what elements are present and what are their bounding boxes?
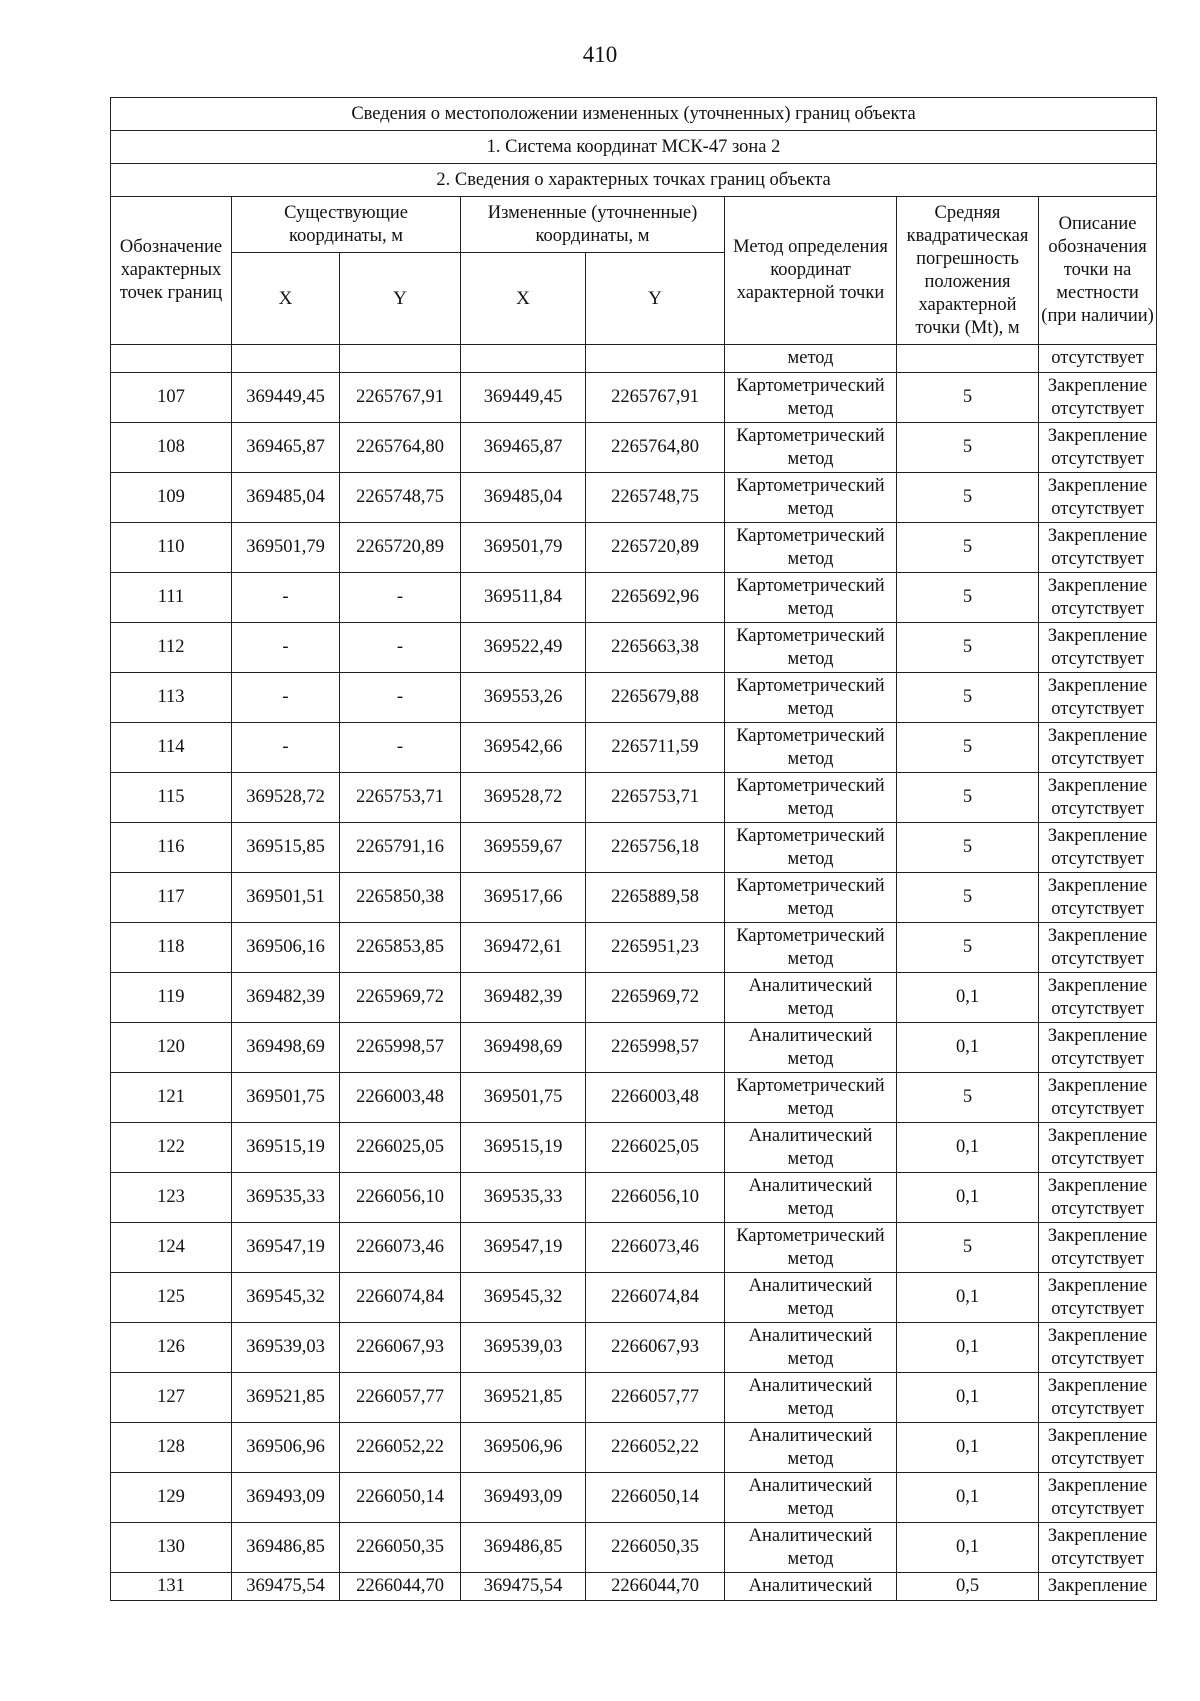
cell-method: Картометрический метод (725, 423, 897, 473)
cell-existing-x: 369482,39 (232, 973, 340, 1023)
table-row (111, 673, 1157, 723)
cell-changed-x: 369521,85 (461, 1373, 586, 1423)
cell-changed-y: 2265692,96 (586, 573, 725, 623)
cell-method: Аналитический метод (725, 1123, 897, 1173)
cell-empty (586, 345, 725, 373)
cell-error: 5 (897, 523, 1039, 573)
cell-point-id: 124 (111, 1223, 232, 1273)
cell-changed-x: 369501,75 (461, 1073, 586, 1123)
points-section-heading: 2. Сведения о характерных точках границ объекта (111, 164, 1157, 197)
cell-error: 5 (897, 573, 1039, 623)
cell-changed-y: 2265756,18 (586, 823, 725, 873)
cell-existing-y: - (340, 573, 461, 623)
cell-existing-y: - (340, 623, 461, 673)
cell-point-id: 115 (111, 773, 232, 823)
cell-existing-y: 2265753,71 (340, 773, 461, 823)
cell-description: Закрепление отсутствует (1039, 1523, 1157, 1573)
cell-point-id: 114 (111, 723, 232, 773)
cell-existing-y: - (340, 673, 461, 723)
cell-existing-x: 369501,75 (232, 1073, 340, 1123)
cell-method: Картометрический метод (725, 373, 897, 423)
cell-empty (340, 345, 461, 373)
header-existing-x: X (232, 253, 340, 345)
cell-changed-x: 369515,19 (461, 1123, 586, 1173)
cell-description: Закрепление отсутствует (1039, 423, 1157, 473)
cell-point-id: 130 (111, 1523, 232, 1573)
cell-description: Закрепление отсутствует (1039, 1323, 1157, 1373)
cell-existing-y: 2266074,84 (340, 1273, 461, 1323)
table-row (111, 473, 1157, 523)
table-row (111, 423, 1157, 473)
cell-changed-y: 2265998,57 (586, 1023, 725, 1073)
cell-empty (461, 345, 586, 373)
cell-changed-x: 369559,67 (461, 823, 586, 873)
cell-changed-y: 2266052,22 (586, 1423, 725, 1473)
cell-point-id: 118 (111, 923, 232, 973)
cell-changed-x: 369522,49 (461, 623, 586, 673)
cell-description: Закрепление отсутствует (1039, 523, 1157, 573)
boundary-points-table (110, 97, 1157, 1601)
cell-method: Картометрический метод (725, 823, 897, 873)
cell-error: 5 (897, 923, 1039, 973)
cell-error: 5 (897, 373, 1039, 423)
cell-existing-x: 369501,51 (232, 873, 340, 923)
continuation-row (111, 345, 1157, 373)
cell-changed-x: 369535,33 (461, 1173, 586, 1223)
cell-changed-x: 369482,39 (461, 973, 586, 1023)
cell-existing-y: 2265853,85 (340, 923, 461, 973)
cell-error: 0,1 (897, 1323, 1039, 1373)
cell-existing-x: 369475,54 (232, 1573, 340, 1601)
cell-description: Закрепление отсутствует (1039, 473, 1157, 523)
cell-point-id: 116 (111, 823, 232, 873)
cell-changed-y: 2266067,93 (586, 1323, 725, 1373)
cell-existing-y: 2265748,75 (340, 473, 461, 523)
cell-changed-y: 2266074,84 (586, 1273, 725, 1323)
table-row (111, 573, 1157, 623)
table-row (111, 1323, 1157, 1373)
cell-method: Картометрический метод (725, 623, 897, 673)
cell-existing-y: 2265850,38 (340, 873, 461, 923)
header-changed-x: X (461, 253, 586, 345)
cell-changed-x: 369506,96 (461, 1423, 586, 1473)
header-method: Метод определения координат характерной точки (725, 197, 897, 345)
cell-description: Закрепление отсутствует (1039, 1273, 1157, 1323)
page-number: 410 (582, 42, 618, 67)
table-row (111, 1373, 1157, 1423)
cell-error: 0,1 (897, 1123, 1039, 1173)
cell-existing-y: 2266056,10 (340, 1173, 461, 1223)
cell-existing-y: 2266067,93 (340, 1323, 461, 1373)
cell-existing-y: 2265969,72 (340, 973, 461, 1023)
cell-description: Закрепление отсутствует (1039, 1423, 1157, 1473)
cell-changed-y: 2265679,88 (586, 673, 725, 723)
cell-empty (111, 345, 232, 373)
cell-method: метод (725, 345, 897, 373)
cell-existing-y: 2266050,14 (340, 1473, 461, 1523)
table-row (111, 873, 1157, 923)
cell-point-id: 121 (111, 1073, 232, 1123)
cell-method: Аналитический метод (725, 1373, 897, 1423)
cell-description: Закрепление отсутствует (1039, 1373, 1157, 1423)
cell-method: Картометрический метод (725, 1073, 897, 1123)
cell-point-id: 111 (111, 573, 232, 623)
cell-error: 0,1 (897, 973, 1039, 1023)
cell-changed-x: 369545,32 (461, 1273, 586, 1323)
cell-changed-y: 2266044,70 (586, 1573, 725, 1601)
cell-changed-y: 2265969,72 (586, 973, 725, 1023)
cell-existing-x: 369465,87 (232, 423, 340, 473)
cell-method: Картометрический метод (725, 723, 897, 773)
cell-method: Аналитический метод (725, 1023, 897, 1073)
cell-existing-x: 369515,19 (232, 1123, 340, 1173)
cell-error: 0,1 (897, 1023, 1039, 1073)
cell-method: Аналитический метод (725, 973, 897, 1023)
cell-changed-y: 2266025,05 (586, 1123, 725, 1173)
cell-existing-x: 369486,85 (232, 1523, 340, 1573)
cell-point-id: 129 (111, 1473, 232, 1523)
cell-description: Закрепление отсутствует (1039, 873, 1157, 923)
cell-changed-y: 2265663,38 (586, 623, 725, 673)
cell-changed-x: 369542,66 (461, 723, 586, 773)
cell-existing-y: 2265764,80 (340, 423, 461, 473)
cell-existing-x: 369501,79 (232, 523, 340, 573)
cell-method: Картометрический метод (725, 873, 897, 923)
cell-description: Закрепление отсутствует (1039, 923, 1157, 973)
cell-method: Картометрический метод (725, 923, 897, 973)
cell-existing-x: 369521,85 (232, 1373, 340, 1423)
cell-description: Закрепление отсутствует (1039, 1023, 1157, 1073)
header-changed-y: Y (586, 253, 725, 345)
cell-point-id: 122 (111, 1123, 232, 1173)
cell-method: Картометрический метод (725, 523, 897, 573)
cell-changed-x: 369486,85 (461, 1523, 586, 1573)
table-row (111, 1173, 1157, 1223)
cell-point-id: 112 (111, 623, 232, 673)
cell-empty (897, 345, 1039, 373)
cell-error: 5 (897, 773, 1039, 823)
cell-description: отсутствует (1039, 345, 1157, 373)
cell-changed-y: 2265764,80 (586, 423, 725, 473)
cell-existing-x: - (232, 573, 340, 623)
cell-existing-y: 2266025,05 (340, 1123, 461, 1173)
cell-error: 5 (897, 623, 1039, 673)
cell-error: 5 (897, 823, 1039, 873)
cell-existing-y: 2266057,77 (340, 1373, 461, 1423)
coordinate-system-heading: 1. Система координат МСК-47 зона 2 (111, 131, 1157, 164)
cell-description: Закрепление отсутствует (1039, 1473, 1157, 1523)
header-description: Описание обозначения точки на местности (при наличии) (1039, 197, 1157, 345)
cell-description: Закрепление отсутствует (1039, 623, 1157, 673)
cell-point-id: 128 (111, 1423, 232, 1473)
cell-changed-y: 2265889,58 (586, 873, 725, 923)
cell-error: 5 (897, 1073, 1039, 1123)
cell-changed-y: 2265753,71 (586, 773, 725, 823)
cell-changed-y: 2265767,91 (586, 373, 725, 423)
cell-description: Закрепление отсутствует (1039, 1173, 1157, 1223)
cell-changed-x: 369528,72 (461, 773, 586, 823)
cell-description: Закрепление отсутствует (1039, 1223, 1157, 1273)
cell-existing-y: 2266003,48 (340, 1073, 461, 1123)
cell-method: Аналитический метод (725, 1423, 897, 1473)
cell-method: Аналитический метод (725, 1473, 897, 1523)
cell-description: Закрепление отсутствует (1039, 973, 1157, 1023)
cell-error: 5 (897, 423, 1039, 473)
cell-existing-y: 2266044,70 (340, 1573, 461, 1601)
cell-existing-x: 369493,09 (232, 1473, 340, 1523)
cell-method: Аналитический метод (725, 1323, 897, 1373)
cell-changed-x: 369449,45 (461, 373, 586, 423)
cell-existing-y: 2265720,89 (340, 523, 461, 573)
header-existing-y: Y (340, 253, 461, 345)
cell-error: 5 (897, 873, 1039, 923)
cell-existing-x: 369539,03 (232, 1323, 340, 1373)
cell-changed-y: 2266073,46 (586, 1223, 725, 1273)
cell-existing-y: 2266052,22 (340, 1423, 461, 1473)
header-existing-coordinates: Существующие координаты, м (232, 197, 461, 253)
table-row (111, 923, 1157, 973)
cell-changed-x: 369472,61 (461, 923, 586, 973)
cell-existing-y: 2265791,16 (340, 823, 461, 873)
header-changed-coordinates: Измененные (уточненные) координаты, м (461, 197, 725, 253)
cell-error: 0,1 (897, 1473, 1039, 1523)
cell-point-id: 126 (111, 1323, 232, 1373)
table-row (111, 723, 1157, 773)
cell-method: Картометрический метод (725, 573, 897, 623)
cell-existing-y: - (340, 723, 461, 773)
cell-error: 0,1 (897, 1173, 1039, 1223)
cell-error: 5 (897, 673, 1039, 723)
cell-changed-y: 2266057,77 (586, 1373, 725, 1423)
cell-changed-x: 369475,54 (461, 1573, 586, 1601)
cell-changed-x: 369547,19 (461, 1223, 586, 1273)
cell-error: 5 (897, 723, 1039, 773)
table-row (111, 623, 1157, 673)
cell-existing-x: 369449,45 (232, 373, 340, 423)
cell-point-id: 117 (111, 873, 232, 923)
cell-changed-x: 369553,26 (461, 673, 586, 723)
cell-changed-x: 369498,69 (461, 1023, 586, 1073)
table-row (111, 1473, 1157, 1523)
cell-method: Картометрический метод (725, 673, 897, 723)
cell-description: Закрепление отсутствует (1039, 773, 1157, 823)
cell-existing-x: 369515,85 (232, 823, 340, 873)
cell-point-id: 109 (111, 473, 232, 523)
cell-changed-y: 2265720,89 (586, 523, 725, 573)
cell-changed-x: 369517,66 (461, 873, 586, 923)
cell-description: Закрепление отсутствует (1039, 373, 1157, 423)
cell-changed-x: 369485,04 (461, 473, 586, 523)
cell-description: Закрепление отсутствует (1039, 673, 1157, 723)
cell-existing-x: 369547,19 (232, 1223, 340, 1273)
cell-existing-x: 369506,16 (232, 923, 340, 973)
cell-description: Закрепление отсутствует (1039, 723, 1157, 773)
cell-changed-x: 369501,79 (461, 523, 586, 573)
cell-existing-x: - (232, 623, 340, 673)
table-row (111, 1523, 1157, 1573)
cell-error: 5 (897, 1223, 1039, 1273)
cell-error: 0,1 (897, 1423, 1039, 1473)
cell-error: 0,1 (897, 1523, 1039, 1573)
cell-empty (232, 345, 340, 373)
cell-changed-y: 2266056,10 (586, 1173, 725, 1223)
cell-error: 0,1 (897, 1373, 1039, 1423)
cell-point-id: 131 (111, 1573, 232, 1601)
cell-error: 0,5 (897, 1573, 1039, 1601)
header-designation: Обозначение характерных точек границ (111, 197, 232, 345)
cell-changed-x: 369465,87 (461, 423, 586, 473)
cell-changed-y: 2265711,59 (586, 723, 725, 773)
cell-existing-x: 369485,04 (232, 473, 340, 523)
cell-error: 0,1 (897, 1273, 1039, 1323)
cell-existing-x: 369535,33 (232, 1173, 340, 1223)
cell-changed-x: 369493,09 (461, 1473, 586, 1523)
table-row (111, 1573, 1157, 1601)
cell-changed-y: 2266003,48 (586, 1073, 725, 1123)
table-row (111, 1123, 1157, 1173)
cell-changed-x: 369539,03 (461, 1323, 586, 1373)
table-row (111, 523, 1157, 573)
cell-point-id: 120 (111, 1023, 232, 1073)
cell-existing-y: 2266073,46 (340, 1223, 461, 1273)
table-row (111, 823, 1157, 873)
cell-changed-y: 2265748,75 (586, 473, 725, 523)
cell-existing-y: 2265767,91 (340, 373, 461, 423)
cell-description: Закрепление отсутствует (1039, 573, 1157, 623)
cell-existing-x: 369498,69 (232, 1023, 340, 1073)
cell-changed-y: 2266050,35 (586, 1523, 725, 1573)
header-error: Средняя квадратическая погрешность положения характерной точки (Mt), м (897, 197, 1039, 345)
cell-existing-x: - (232, 673, 340, 723)
cell-point-id: 119 (111, 973, 232, 1023)
cell-method: Аналитический (725, 1573, 897, 1601)
cell-existing-x: 369528,72 (232, 773, 340, 823)
cell-method: Аналитический метод (725, 1273, 897, 1323)
cell-existing-y: 2266050,35 (340, 1523, 461, 1573)
cell-point-id: 127 (111, 1373, 232, 1423)
cell-changed-x: 369511,84 (461, 573, 586, 623)
cell-existing-y: 2265998,57 (340, 1023, 461, 1073)
cell-existing-x: 369506,96 (232, 1423, 340, 1473)
cell-point-id: 125 (111, 1273, 232, 1323)
table-row (111, 1223, 1157, 1273)
cell-existing-x: 369545,32 (232, 1273, 340, 1323)
cell-point-id: 110 (111, 523, 232, 573)
cell-description: Закрепление (1039, 1573, 1157, 1601)
cell-error: 5 (897, 473, 1039, 523)
table-row (111, 973, 1157, 1023)
cell-method: Картометрический метод (725, 1223, 897, 1273)
cell-description: Закрепление отсутствует (1039, 823, 1157, 873)
cell-description: Закрепление отсутствует (1039, 1123, 1157, 1173)
table-row (111, 373, 1157, 423)
table-row (111, 1023, 1157, 1073)
cell-changed-y: 2265951,23 (586, 923, 725, 973)
table-row (111, 773, 1157, 823)
cell-method: Картометрический метод (725, 473, 897, 523)
cell-changed-y: 2266050,14 (586, 1473, 725, 1523)
cell-point-id: 107 (111, 373, 232, 423)
cell-point-id: 108 (111, 423, 232, 473)
cell-description: Закрепление отсутствует (1039, 1073, 1157, 1123)
cell-method: Аналитический метод (725, 1523, 897, 1573)
cell-point-id: 113 (111, 673, 232, 723)
cell-existing-x: - (232, 723, 340, 773)
cell-point-id: 123 (111, 1173, 232, 1223)
table-row (111, 1273, 1157, 1323)
table-title: Сведения о местоположении измененных (уточненных) границ объекта (111, 98, 1157, 131)
table-row (111, 1423, 1157, 1473)
cell-method: Картометрический метод (725, 773, 897, 823)
cell-method: Аналитический метод (725, 1173, 897, 1223)
table-row (111, 1073, 1157, 1123)
